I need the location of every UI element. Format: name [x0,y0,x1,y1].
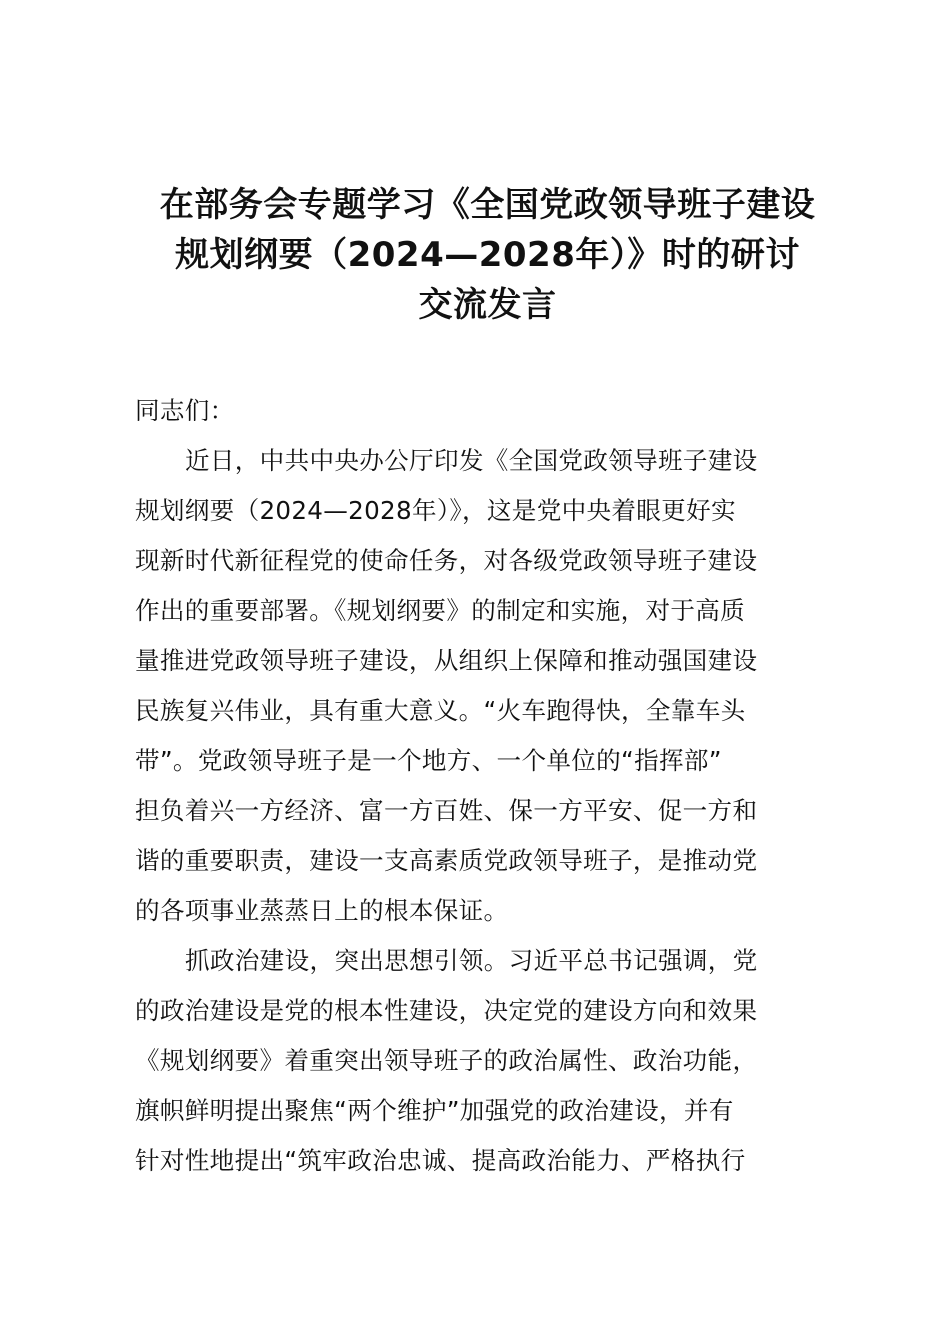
document-body [135,386,840,1186]
paragraph-1-line: 担负着兴一方经济、富一方百姓、保一方平安、促一方和 [135,796,758,825]
paragraph-1-line: 带”。党政领导班子是一个地方、一个单位的“指挥部” [135,746,722,775]
paragraph-1-line: 量推进党政领导班子建设，从组织上保障和推动强国建设 [135,646,758,675]
paragraph-2-line: 旗帜鲜明提出聚焦“两个维护”加强党的政治建设，并有 [135,1096,734,1125]
paragraph-2-line: 针对性地提出“筑牢政治忠诚、提高政治能力、严格执行 [135,1146,746,1175]
paragraph-1-line: 的各项事业蒸蒸日上的根本保证。 [135,896,509,925]
paragraph-1-line: 近日，中共中央办公厅印发《全国党政领导班子建设 [185,446,758,475]
paragraph-2-line: 《规划纲要》着重突出领导班子的政治属性、政治功能， [135,1046,758,1075]
document-title [120,180,855,330]
paragraph-1-line: 现新时代新征程党的使命任务，对各级党政领导班子建设 [135,546,758,575]
paragraph-1-line: 谐的重要职责，建设一支高素质党政领导班子，是推动党 [135,846,758,875]
title-line-2: 规划纲要（2024—2028年）》时的研讨 [175,235,800,275]
paragraph-1-line: 作出的重要部署。《规划纲要》的制定和实施，对于高质 [135,596,746,625]
title-line-3: 交流发言 [418,285,557,325]
paragraph-1-line: 规划纲要（2024—2028年）》，这是党中央着眼更好实 [135,496,736,525]
paragraph-2-line: 的政治建设是党的根本性建设，决定党的建设方向和效果 [135,996,758,1025]
paragraph-2-line: 抓政治建设，突出思想引领。习近平总书记强调，党 [185,946,758,975]
salutation: 同志们： [135,396,235,425]
title-line-1: 在部务会专题学习《全国党政领导班子建设 [159,185,816,225]
paragraph-1-line: 民族复兴伟业，具有重大意义。“火车跑得快，全靠车头 [135,696,746,725]
